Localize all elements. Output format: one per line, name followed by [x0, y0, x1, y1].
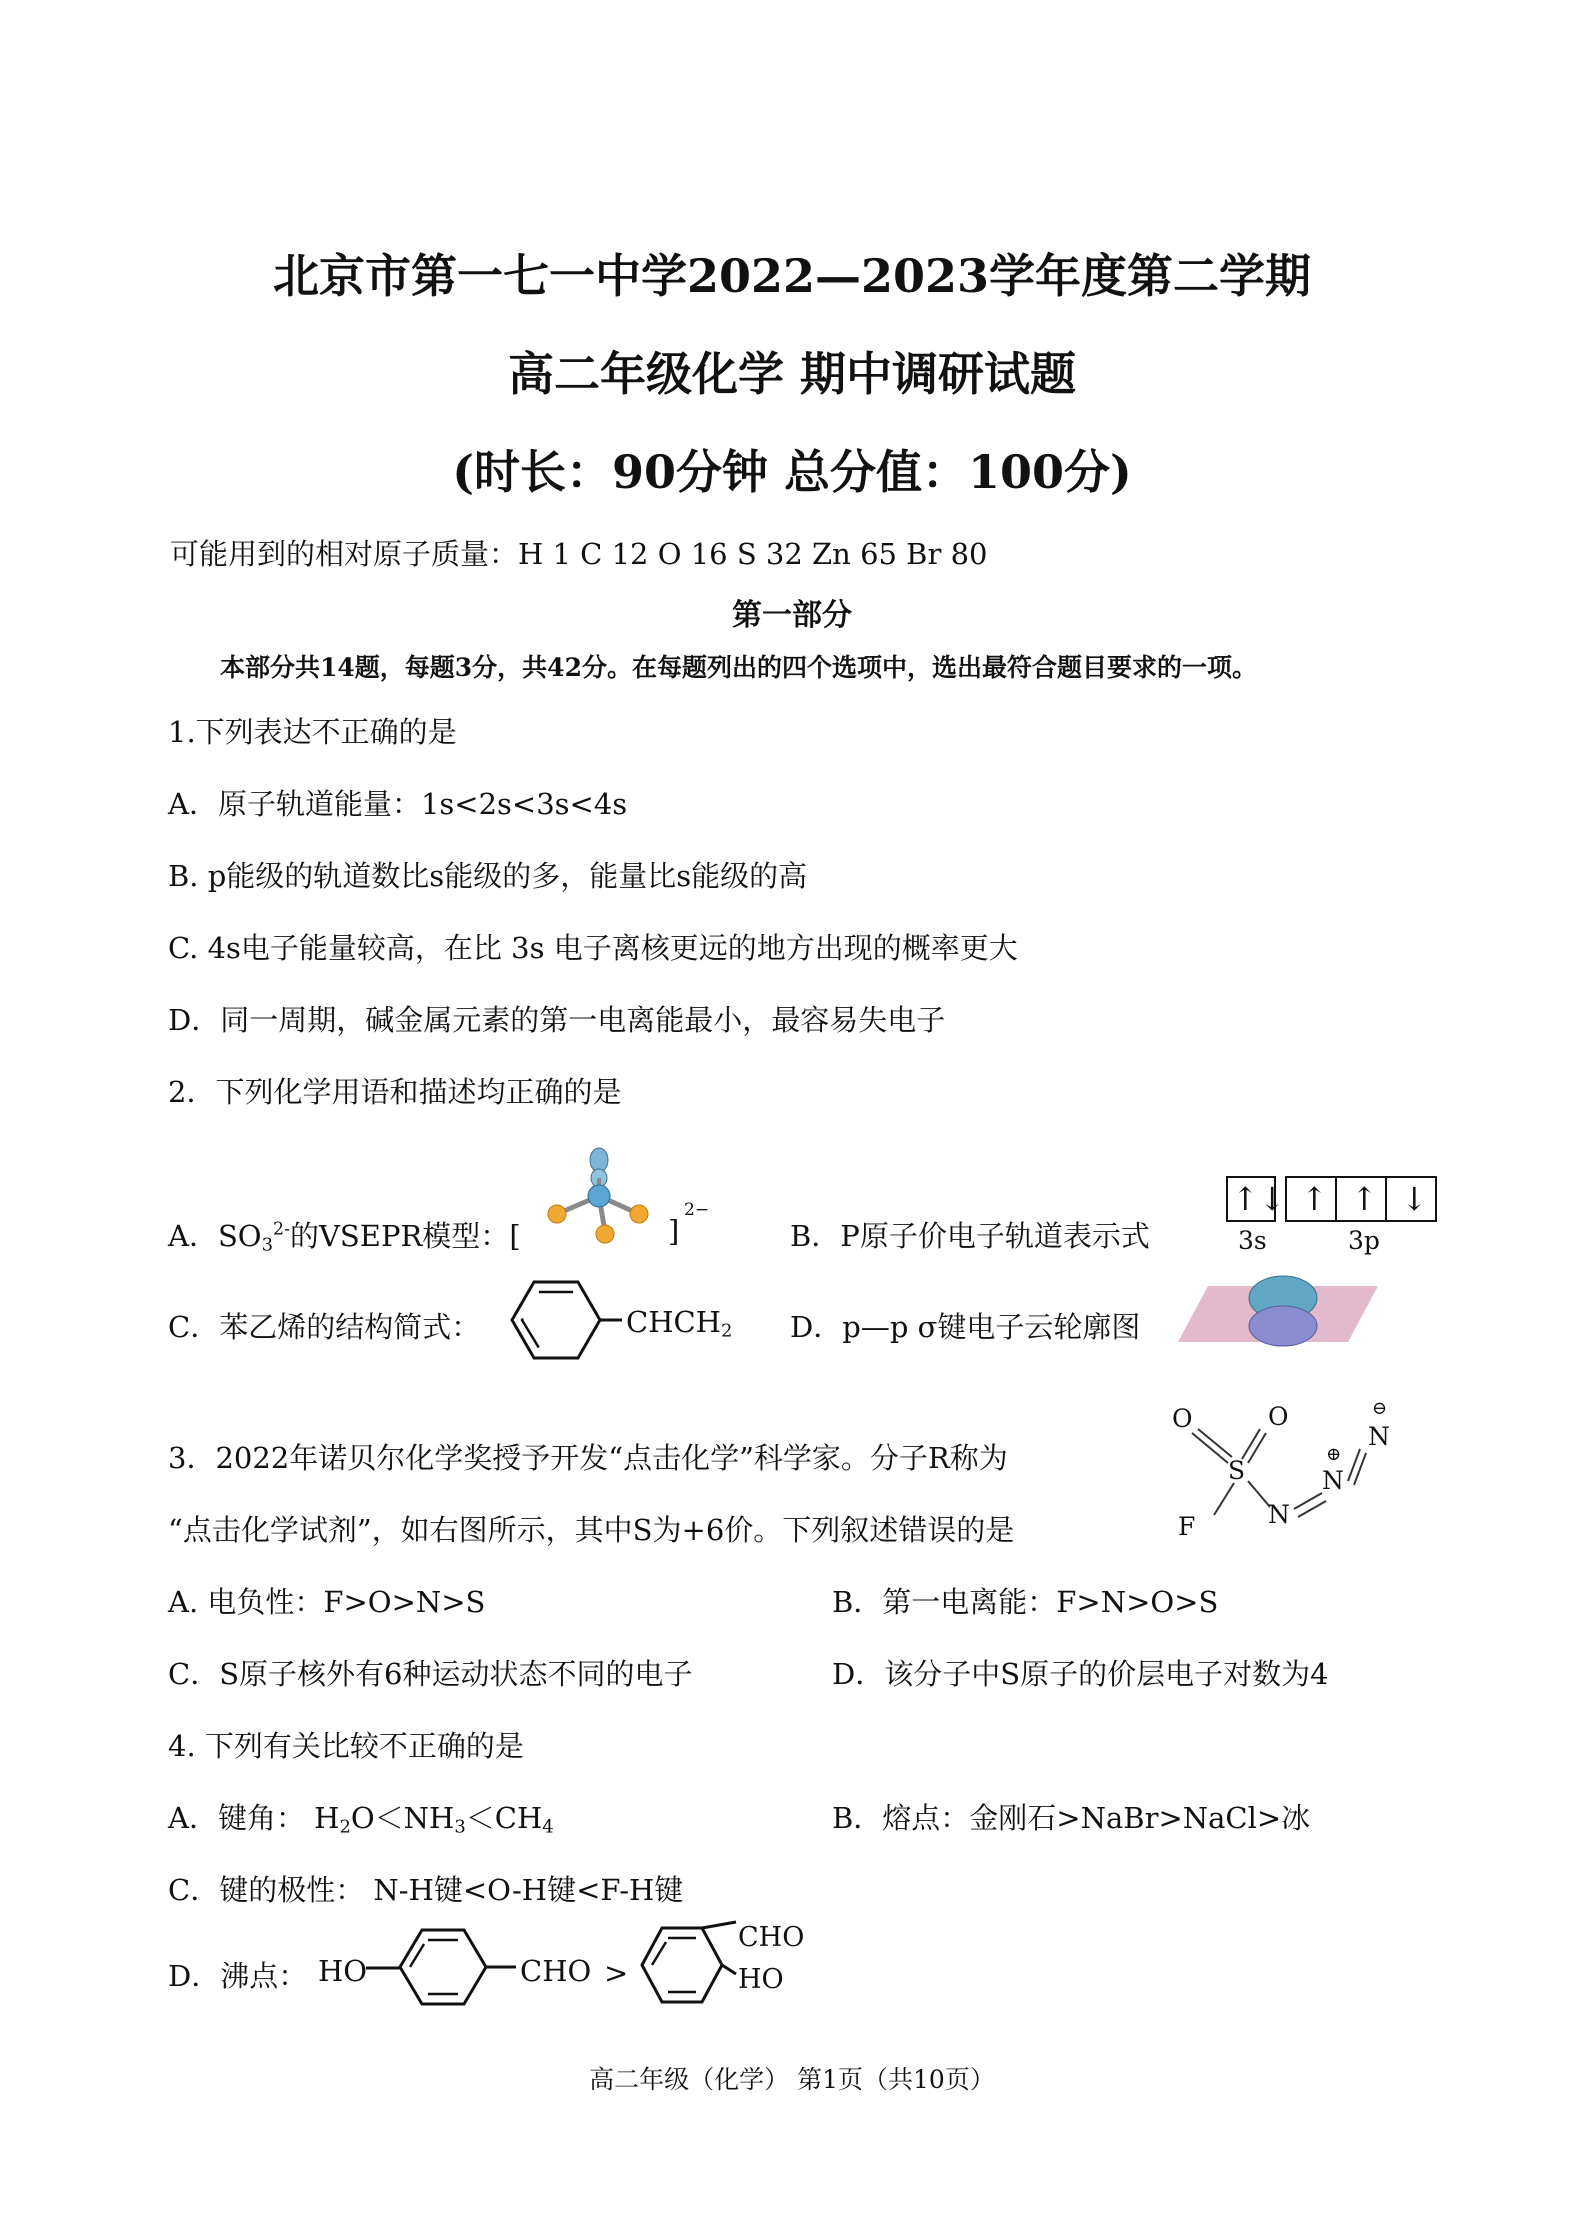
- molecule-n1: N: [1268, 1500, 1290, 1529]
- q4-option-b: B．熔点：金刚石>NaBr>NaCl>冰: [832, 1801, 1311, 1835]
- q4-d-ho-2: HO: [738, 1964, 784, 1995]
- ortho-hydroxybenzaldehyde-ring: [640, 1924, 740, 2008]
- q3-option-d: D．该分子中S原子的价层电子对数为4: [832, 1657, 1329, 1691]
- q2-stem: 2．下列化学用语和描述均正确的是: [168, 1075, 622, 1109]
- molecule-plus-charge: ⊕: [1326, 1444, 1342, 1465]
- q3-stem-line-1: 3．2022年诺贝尔化学奖授予开发“点击化学”科学家。分子R称为: [168, 1441, 1008, 1475]
- q1-stem: 1.下列表达不正确的是: [168, 715, 457, 749]
- q4-d-cho-2: CHO: [738, 1922, 805, 1953]
- q3-stem-line-2: “点击化学试剂”，如右图所示，其中S为+6价。下列叙述错误的是: [168, 1513, 1015, 1547]
- part-heading: 第一部分: [732, 598, 852, 633]
- q4-option-a: A．键角： $H_2O<NH_3<CH_4$: [168, 1801, 554, 1838]
- orbital-3p-arrow-1: ↑: [1301, 1180, 1328, 1218]
- q3-option-a: A. 电负性：F>O>N>S: [168, 1585, 486, 1619]
- styrene-group: $CHCH_2$: [626, 1305, 733, 1342]
- benzene-ring-icon: [512, 1278, 622, 1362]
- molecule-s: S: [1228, 1456, 1246, 1485]
- molecule-n2: N: [1322, 1466, 1344, 1495]
- q2-option-b: B．P原子价电子轨道表示式: [790, 1219, 1150, 1253]
- orbital-label-3s: 3s: [1238, 1226, 1267, 1255]
- q3-option-c: C．S原子核外有6种运动状态不同的电子: [168, 1657, 693, 1691]
- orbital-label-3p: 3p: [1348, 1226, 1380, 1255]
- bracket-open: [: [509, 1219, 521, 1253]
- q4-d-greater-than: >: [604, 1956, 629, 1990]
- para-hydroxybenzaldehyde-ring: [366, 1926, 526, 2008]
- molecule-f: F: [1178, 1512, 1196, 1541]
- page-footer: 高二年级（化学） 第1页（共10页）: [589, 2065, 995, 2094]
- orbital-3p-arrow-3: ↓: [1401, 1180, 1428, 1218]
- q2-option-d: D．p—p σ键电子云轮廓图: [790, 1310, 1141, 1344]
- title-line-1: 北京市第一七一中学2022—2023学年度第二学期: [272, 249, 1312, 303]
- molecule-n3: N: [1368, 1422, 1390, 1451]
- part-instructions: 本部分共14题，每题3分，共42分。在每题列出的四个选项中，选出最符合题目要求的一项。: [220, 653, 1257, 682]
- molecule-o2: O: [1268, 1402, 1289, 1431]
- molecule-minus-charge: ⊖: [1372, 1398, 1388, 1419]
- q4-option-d: D．沸点：: [168, 1959, 308, 1993]
- orbital-3p-arrow-2: ↑: [1351, 1180, 1378, 1218]
- q1-option-a: A．原子轨道能量：1s<2s<3s<4s: [168, 787, 628, 821]
- q2-option-c: C．苯乙烯的结构简式：: [168, 1310, 481, 1344]
- atomic-masses: 可能用到的相对原子质量：H 1 C 12 O 16 S 32 Zn 65 Br 80: [170, 537, 988, 571]
- molecule-o1: O: [1172, 1404, 1193, 1433]
- q4-d-ho: HO: [318, 1954, 368, 1988]
- bracket-close: ]: [668, 1214, 680, 1248]
- title-line-3: (时长：90分钟 总分值：100分): [452, 445, 1132, 499]
- q1-option-c: C. 4s电子能量较高，在比 3s 电子离核更远的地方出现的概率更大: [168, 931, 1018, 965]
- q1-option-b: B. p能级的轨道数比s能级的多，能量比s能级的高: [168, 859, 808, 893]
- q4-option-c: C．键的极性： N-H键<O-H键<F-H键: [168, 1873, 684, 1907]
- vsepr-charge: 2−: [684, 1200, 710, 1220]
- sigma-orbital-image: [1178, 1272, 1378, 1348]
- q2-option-a: A．$SO_3^{2-}$的VSEPR模型：[: [168, 1219, 521, 1256]
- q1-option-d: D．同一周期，碱金属元素的第一电离能最小，最容易失电子: [168, 1003, 946, 1037]
- q3-option-b: B．第一电离能：F>N>O>S: [832, 1585, 1219, 1619]
- orbital-3s-arrows: ↑↓: [1232, 1180, 1286, 1218]
- q4-stem: 4. 下列有关比较不正确的是: [168, 1729, 524, 1763]
- q4-d-cho: CHO: [520, 1954, 592, 1988]
- title-line-2: 高二年级化学 期中调研试题: [507, 347, 1076, 401]
- vsepr-model-image: [545, 1148, 655, 1258]
